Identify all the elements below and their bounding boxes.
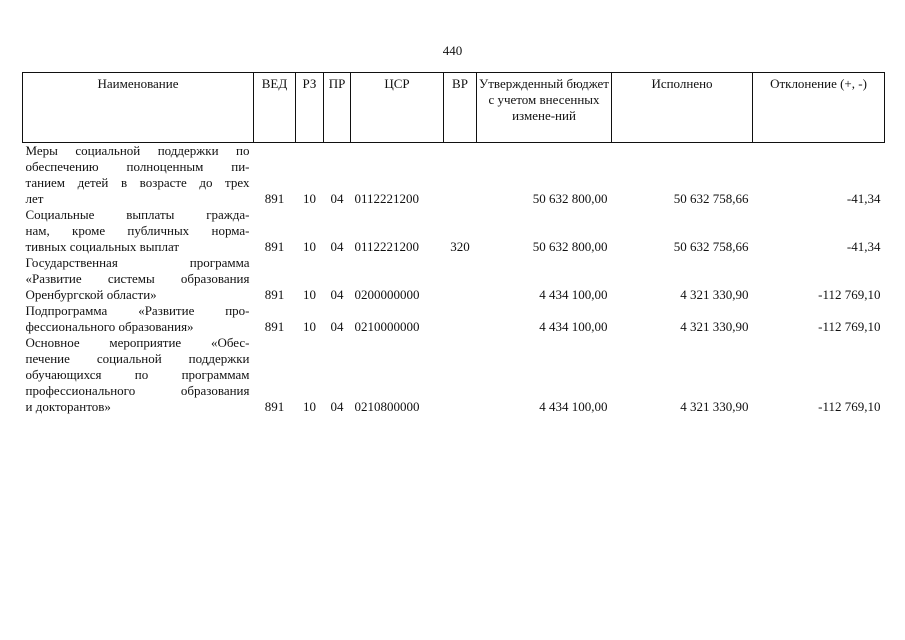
row-name-line: печение социальной поддержки <box>25 351 250 366</box>
row-rz: 10 <box>303 399 316 414</box>
row-executed: 4 321 330,90 <box>680 399 749 414</box>
row-pr: 04 <box>330 239 344 254</box>
header-vr: ВР <box>444 73 477 143</box>
row-budget: 50 632 800,00 <box>532 191 608 206</box>
row-ved: 891 <box>264 191 285 206</box>
table-row <box>23 143 885 208</box>
row-vr: 320 <box>450 239 470 254</box>
row-name-line: обучающихся по программам <box>25 367 250 382</box>
row-vr <box>444 303 477 335</box>
row-pr: 04 <box>330 191 344 206</box>
row-name-line: «Развитие системы образования <box>25 271 250 286</box>
row-name <box>23 303 254 335</box>
row-executed: 50 632 758,66 <box>673 191 749 206</box>
row-name-line: профессионального образования <box>25 383 250 398</box>
header-executed: Исполнено <box>612 73 753 143</box>
table-row <box>23 335 885 415</box>
row-csr: 0210800000 <box>354 399 420 414</box>
row-name-line: Меры социальной поддержки по <box>25 143 250 158</box>
row-name-line: и докторантов» <box>25 399 111 414</box>
row-name <box>23 143 254 208</box>
row-budget: 4 434 100,00 <box>539 399 608 414</box>
row-rz: 10 <box>303 319 316 334</box>
table-row <box>23 207 885 255</box>
header-csr: ЦСР <box>351 73 444 143</box>
row-deviation: -112 769,10 <box>818 319 881 334</box>
row-name-line: нам, кроме публичных норма- <box>25 223 250 238</box>
row-name-line: Подпрограмма «Развитие про- <box>25 303 250 318</box>
table-header <box>23 73 885 143</box>
header-budget: Утвержденный бюджет с учетом внесенных измене-ний <box>477 73 612 143</box>
row-rz: 10 <box>303 287 316 302</box>
row-ved: 891 <box>264 287 285 302</box>
row-csr: 0210000000 <box>354 319 420 334</box>
row-deviation: -112 769,10 <box>818 287 881 302</box>
row-budget: 4 434 100,00 <box>539 287 608 302</box>
header-ved: ВЕД <box>254 73 296 143</box>
row-vr <box>444 143 477 208</box>
row-name-line: фессионального образования» <box>25 319 194 334</box>
row-ved: 891 <box>264 399 285 414</box>
row-executed: 4 321 330,90 <box>680 287 749 302</box>
row-ved: 891 <box>264 239 285 254</box>
row-budget: 50 632 800,00 <box>532 239 608 254</box>
row-name <box>23 255 254 303</box>
row-name-line: танием детей в возрасте до трех <box>25 175 250 190</box>
row-csr: 0112221200 <box>354 239 420 254</box>
row-deviation: -41,34 <box>846 191 881 206</box>
row-name <box>23 335 254 415</box>
row-name-line: Оренбургской области» <box>25 287 157 302</box>
table-row <box>23 255 885 303</box>
table-row <box>23 303 885 335</box>
row-name <box>23 207 254 255</box>
budget-table <box>22 72 885 415</box>
row-rz: 10 <box>303 191 316 206</box>
row-deviation: -41,34 <box>846 239 881 254</box>
row-name-line: Государственная программа <box>25 255 250 270</box>
row-csr: 0112221200 <box>354 191 420 206</box>
row-name-line: обеспечению полноценным пи- <box>25 159 250 174</box>
row-executed: 50 632 758,66 <box>673 239 749 254</box>
row-name-line: Социальные выплаты гражда- <box>25 207 250 222</box>
row-deviation: -112 769,10 <box>818 399 881 414</box>
table-body <box>23 143 885 416</box>
row-pr: 04 <box>330 399 344 414</box>
row-name-line: Основное мероприятие «Обес- <box>25 335 250 350</box>
header-pr: ПР <box>324 73 351 143</box>
header-name: Наименование <box>23 73 254 143</box>
row-name-line: тивных социальных выплат <box>25 239 180 254</box>
header-rz: РЗ <box>296 73 324 143</box>
row-vr <box>444 335 477 415</box>
page-number: 440 <box>442 43 463 58</box>
row-pr: 04 <box>330 319 344 334</box>
row-budget: 4 434 100,00 <box>539 319 608 334</box>
row-csr: 0200000000 <box>354 287 420 302</box>
row-executed: 4 321 330,90 <box>680 319 749 334</box>
row-vr <box>444 255 477 303</box>
row-pr: 04 <box>330 287 344 302</box>
row-rz: 10 <box>303 239 316 254</box>
row-ved: 891 <box>264 319 285 334</box>
row-name-line: лет <box>25 191 44 206</box>
header-deviation: Отклонение (+, -) <box>753 73 885 143</box>
